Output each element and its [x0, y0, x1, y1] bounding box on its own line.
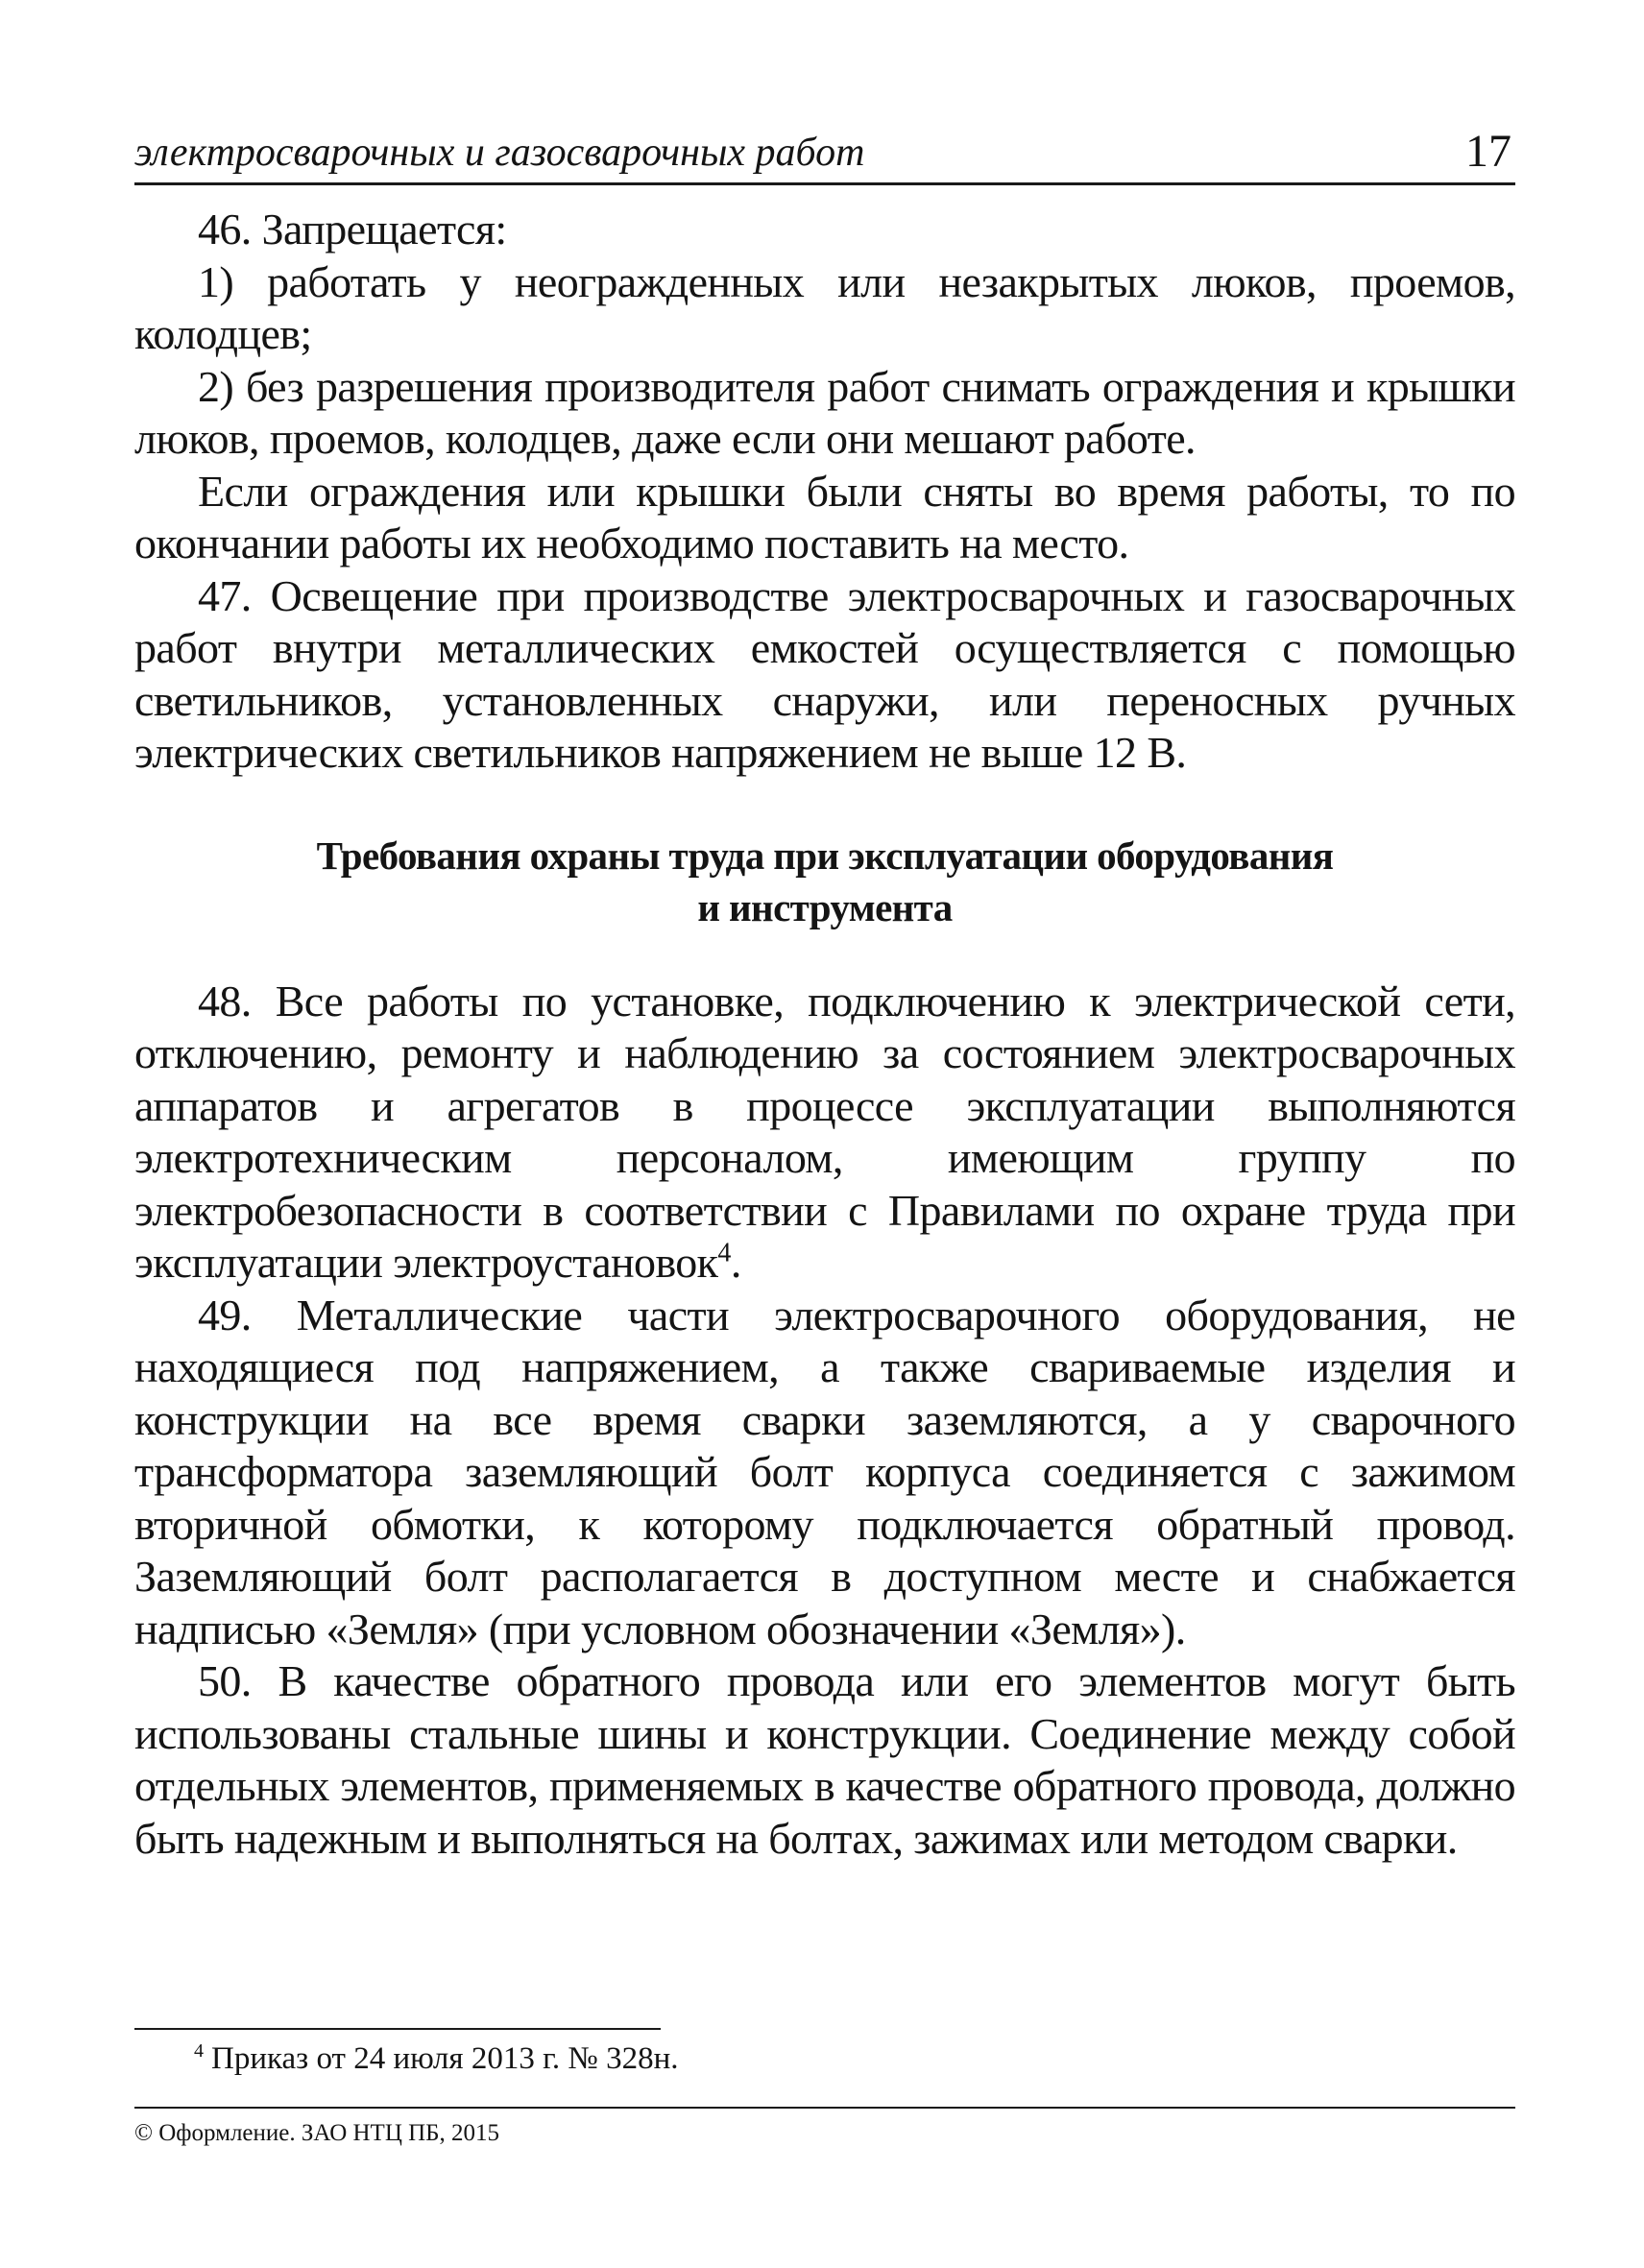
running-title: электросварочных и газосварочных работ: [134, 131, 865, 175]
paragraph-48-text: 48. Все работы по установке, подключению к электрической сети, отключению, ремонту и наблюдению за состоянием электросварочных аппаратов и агрегатов в процессе эксплуатации выполняются электротехническим персоналом, имеющим группу по электробезопасности в соответствии с Правилами по охране труда при эксплуатации электроустановок: [134, 976, 1515, 1287]
paragraph-50: 50. В качестве обратного провода или его элементов могут быть использованы стальные шины и конструкции. Соединение между собой отдельных элементов, применяемых в качестве обратного провода, должно быть надежным и выполняться на болтах, зажимах или методом сварки.: [134, 1656, 1515, 1863]
paragraph-48-tail: .: [730, 1238, 741, 1287]
footnote: [194, 2039, 679, 2078]
footnote-text: Приказ от 24 июля 2013 г. № 328н.: [211, 2041, 679, 2076]
running-header: [134, 113, 1515, 185]
section-heading-line-2: и инструмента: [697, 884, 953, 929]
paragraph-48: [134, 976, 1515, 1290]
paragraph-49: 49. Металлические части электросварочного оборудования, не находящиеся под напряжением, а также свариваемые изделия и конструкции на все время сварки заземляются, а у сварочного трансформатора заземляющий болт корпуса соединяется с зажимом вторичной обмотки, к которому подключается обратный провод. Заземляющий болт располагается в доступном месте и снабжается надписью «Земля» (при условном обозначении «Земля»).: [134, 1290, 1515, 1653]
paragraph-46-note: Если ограждения или крышки были сняты во время работы, то по окончании работы их необходимо поставить на место.: [134, 466, 1515, 567]
footnote-separator: [134, 2028, 661, 2030]
paragraph-46-item-1: 1) работать у неогражденных или незакрытых люков, проемов, колодцев;: [134, 256, 1515, 358]
paragraph-46: 46. Запрещается:: [198, 205, 507, 253]
section-heading: [134, 830, 1515, 933]
page-number: 17: [1465, 126, 1511, 177]
paragraph-46-item-2: 2) без разрешения производителя работ снимать ограждения и крышки люков, проемов, колодцев, даже если они мешают работе.: [134, 361, 1515, 463]
footnote-reference[interactable]: 4: [717, 1238, 731, 1268]
section-heading-line-1: Требования охраны труда при эксплуатации оборудования: [316, 832, 1334, 878]
copyright-notice: © Оформление. ЗАО НТЦ ПБ, 2015: [134, 2120, 500, 2146]
body-text: [134, 204, 1515, 1865]
footnote-marker: 4: [194, 2040, 204, 2062]
footer-separator: [134, 2107, 1515, 2109]
paragraph-47: 47. Освещение при производстве электросварочных и газоcварочных работ внутри металлических емкостей осуществляется с помощью светильников, установленных снаружи, или переносных ручных электрических светильников напряжением не выше 12 В.: [134, 570, 1515, 777]
